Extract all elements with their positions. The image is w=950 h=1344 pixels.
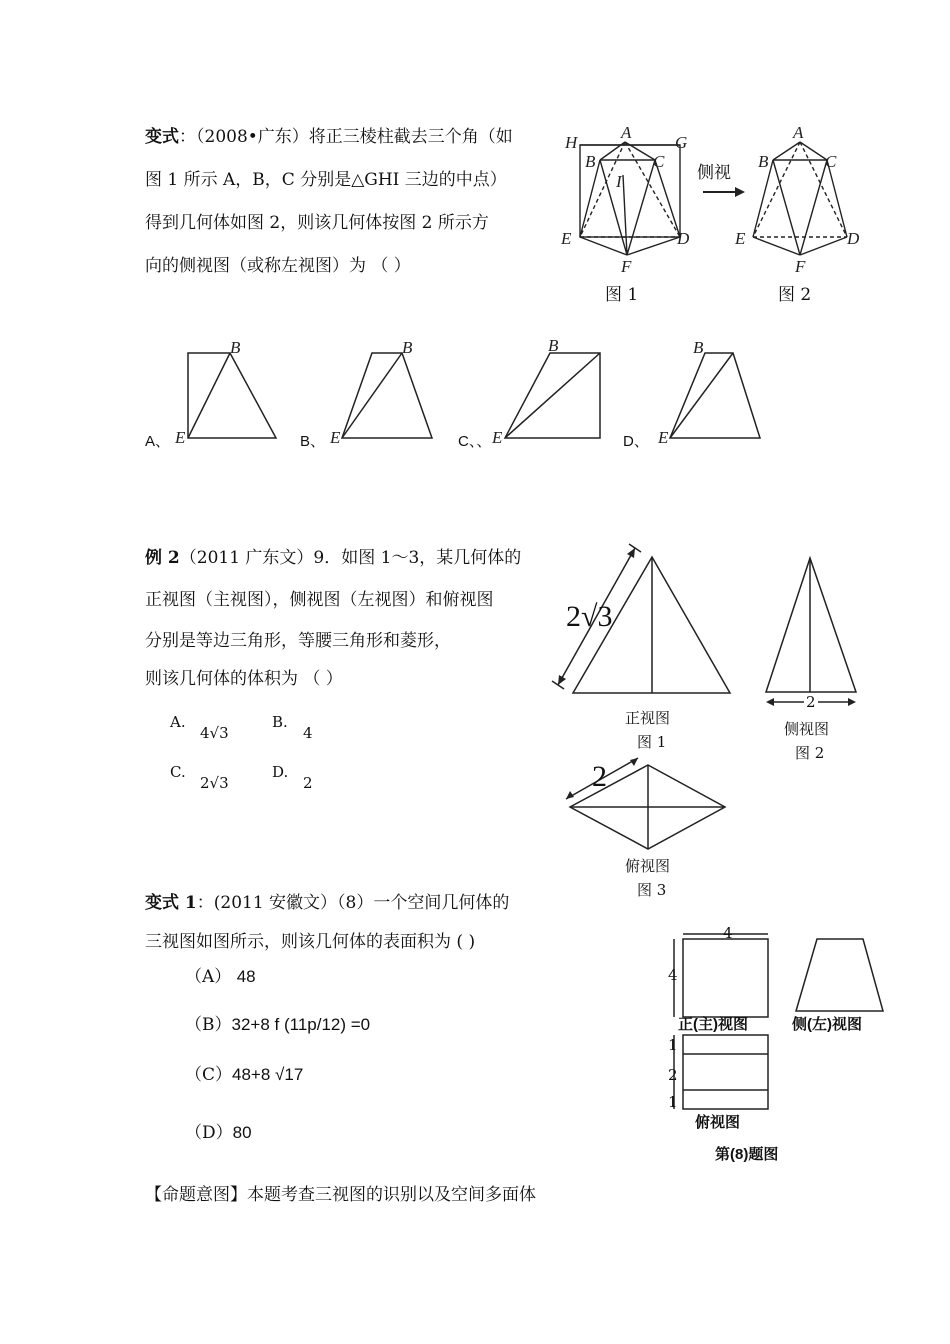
label-f-fig2: F [795,257,806,276]
variant2-option-c: （C）48+8 √17 [185,1065,304,1085]
label-e-fig2: E [735,229,746,248]
top-view-figure-number: 图 3 [637,881,667,899]
example2-option-a-value: 4√3 [200,724,229,742]
example2-line3: 分别是等边三角形，等腰三角形和菱形， [145,631,451,651]
example2-line1: 例 2（2011 广东文）9．如图 1～3，某几何体的 [145,548,522,568]
example2-option-d-value: 2 [303,774,313,792]
front-view-label: 正(主)视图 [678,1016,748,1033]
front-view-caption: 正视图 [625,709,671,727]
example2-option-d-letter: D. [272,763,289,781]
top-view-dim-2: 2 [668,1066,678,1084]
front-view-square [683,939,768,1017]
variant1-line1: 变式：（2008•广东）将正三棱柱截去三个角（如 [145,127,513,147]
option-d-diagram [670,353,760,438]
variant1-options-diagrams [170,335,770,450]
opt-a-b-label: B [230,338,241,357]
variant2-line1: 变式 1：(2011 安徽文）（8）一个空间几何体的 [145,893,510,913]
side-view-trapezoid [796,939,883,1011]
front-view-figure-number: 图 1 [637,733,667,751]
top-view-dim-1: 1 [668,1036,678,1054]
example2-line4: 则该几何体的体积为 （ ） [145,669,343,689]
label-c-fig1: C [653,152,665,171]
top-view-rectangle [683,1035,768,1109]
option-a-diagram [188,353,276,438]
label-d-fig2: D [847,229,860,248]
example2-option-b-value: 4 [303,724,313,742]
label-e-fig1: E [561,229,572,248]
label-b-fig1: B [585,152,596,171]
variant2-label: 变式 1 [145,893,197,913]
variant1-figures [555,120,875,310]
variant1-line4: 向的侧视图（或称左视图）为 （ ） [145,256,411,276]
label-c-fig2: C [825,152,837,171]
variant2-line2: 三视图如图所示，则该几何体的表面积为 ( ) [145,932,476,952]
side-view-caption: 侧视图 [784,720,830,738]
side-view-dimension: 2 [806,693,816,711]
example2-line2: 正视图（主视图），侧视图（左视图）和俯视图 [145,590,494,610]
opt-d-b-label: B [693,338,704,357]
opt-c-b-label: B [548,336,559,355]
example2-option-c-letter: C. [170,763,186,781]
option-d-label: D、 [623,433,649,450]
top-view-dimension: 2 [592,760,607,793]
side-view-figure-number: 图 2 [795,744,825,762]
question-intent: 【命题意图】本题考查三视图的识别以及空间多面体 [145,1185,536,1205]
variant2-figure-caption: 第(8)题图 [715,1146,779,1163]
example2-option-b-letter: B. [272,713,288,731]
option-c-label: C、、 [458,433,492,450]
front-view-width-label: 4 [723,924,733,942]
variant2-option-d: （D）80 [185,1123,252,1143]
example2-top-view [560,755,735,855]
figure1-caption: 图 1 [605,285,639,305]
opt-b-e-label: E [330,428,341,447]
top-view-caption: 俯视图 [625,857,671,875]
variant1-line3: 得到几何体如图 2，则该几何体按图 2 所示方 [145,213,489,233]
example2-side-view [760,550,865,710]
label-g: G [675,133,688,152]
front-view-height-label: 4 [668,966,678,984]
variant2-option-a: （A） 48 [185,967,256,987]
label-a-fig2: A [793,123,804,142]
label-i: I [616,172,622,191]
front-view-dimension: 2√3 [566,600,613,633]
top-view-dim-3: 1 [668,1093,678,1111]
label-a-fig1: A [621,123,632,142]
example2-option-c-value: 2√3 [200,774,229,792]
label-h: H [565,133,578,152]
opt-b-b-label: B [402,338,413,357]
label-d-fig1: D [677,229,690,248]
top-view-label: 俯视图 [695,1114,741,1131]
opt-c-e-label: E [492,428,503,447]
opt-d-e-label: E [658,428,669,447]
side-view-label: 侧(左)视图 [792,1016,862,1033]
variant2-option-b: （B）32+8 f (11p/12) =0 [185,1015,371,1035]
option-b-diagram [342,353,432,438]
label-f-fig1: F [621,257,632,276]
example2-option-a-letter: A. [170,713,186,731]
opt-a-e-label: E [175,428,186,447]
option-a-label: A、 [145,433,171,450]
example2-label: 例 2 [145,548,180,568]
option-b-label: B、 [300,433,326,450]
label-b-fig2: B [758,152,769,171]
variant1-label: 变式 [145,127,179,147]
side-view-arrow [703,187,745,197]
figure2-caption: 图 2 [778,285,812,305]
variant1-line2: 图 1 所示 A，B，C 分别是△GHI 三边的中点） [145,170,507,190]
side-view-arrow-label: 侧视 [697,163,731,183]
